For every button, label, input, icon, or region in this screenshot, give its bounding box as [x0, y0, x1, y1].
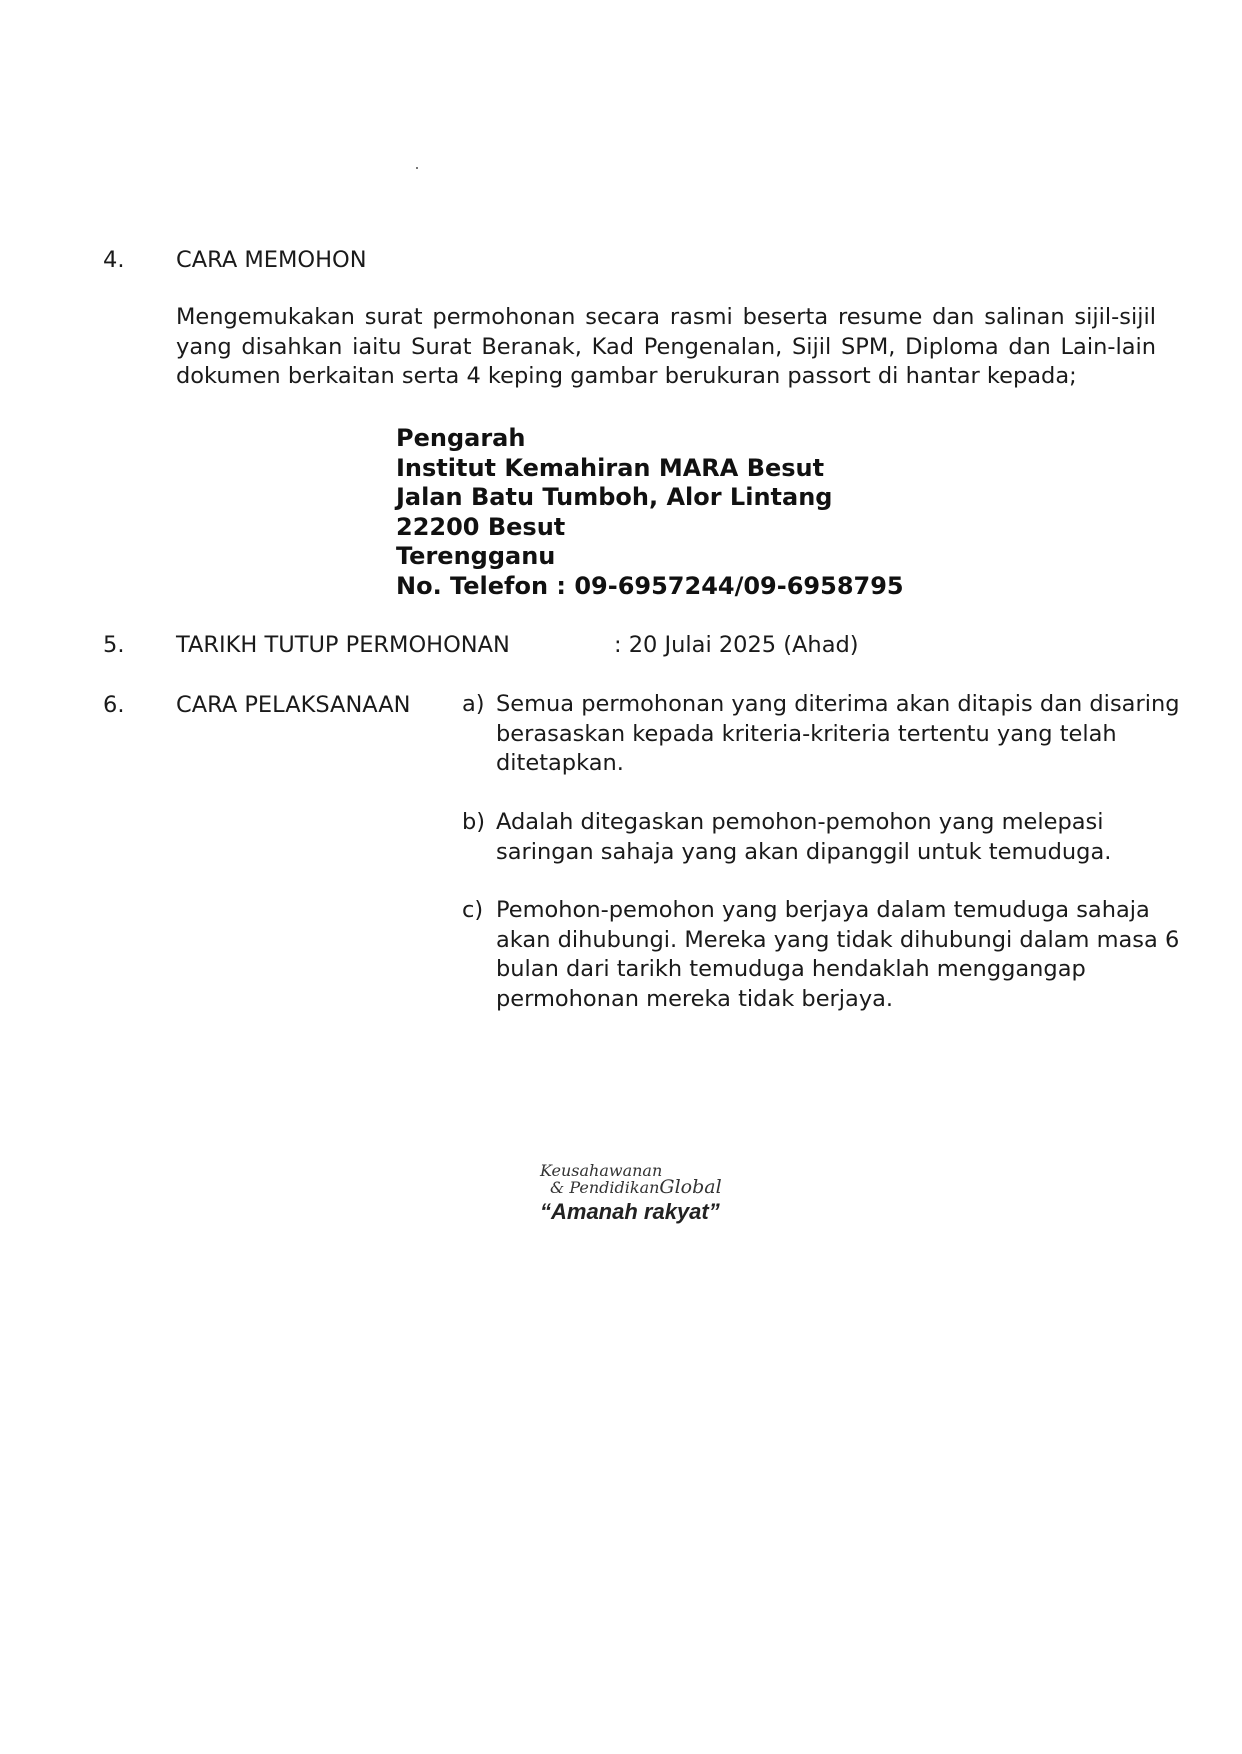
address-line: Pengarah	[396, 424, 526, 452]
motto-main: “Amanah rakyat”	[540, 1199, 720, 1224]
section-5-title: TARIKH TUTUP PERMOHONAN	[176, 632, 510, 658]
scan-speck	[416, 167, 418, 169]
section-4-title: CARA MEMOHON	[176, 247, 367, 273]
procedure-item-b	[462, 808, 1202, 867]
motto	[540, 1162, 780, 1225]
procedure-item-a	[462, 690, 1202, 779]
section-5-number: 5.	[103, 632, 125, 658]
motto-line-1: Keusahawanan	[540, 1161, 663, 1180]
section-6-title: CARA PELAKSANAAN	[176, 692, 411, 718]
section-4-paragraph: Mengemukakan surat permohonan secara rasmi beserta resume dan salinan sijil-sijil yang disahkan iaitu Surat Beranak, Kad Pengenalan, Sijil SPM, Diploma dan Lain-lain dokumen berkaitan serta 4 keping gambar berukuran passort di hantar kepada;	[176, 304, 1156, 389]
item-letter: c)	[462, 897, 484, 923]
closing-date: : 20 Julai 2025 (Ahad)	[614, 632, 859, 658]
recipient-address	[396, 424, 904, 602]
section-4-number: 4.	[103, 247, 125, 273]
address-line: Jalan Batu Tumboh, Alor Lintang	[396, 483, 833, 512]
address-line: Institut Kemahiran MARA Besut	[396, 453, 825, 482]
motto-line-2-suffix: Global	[659, 1176, 722, 1198]
address-phone: No. Telefon : 09-6957244/09-6958795	[396, 571, 904, 600]
item-text: Pemohon-pemohon yang berjaya dalam temuduga sahaja akan dihubungi. Mereka yang tidak dihubungi dalam masa 6 bulan dari tarikh temuduga hendaklah menggangap permohonan mereka tidak berjaya.	[496, 897, 1180, 1012]
address-line: 22200 Besut	[396, 512, 566, 541]
item-text: Adalah ditegaskan pemohon-pemohon yang melepasi saringan sahaja yang akan dipanggil untuk temuduga.	[496, 809, 1112, 865]
item-text: Semua permohonan yang diterima akan ditapis dan disaring berasaskan kepada kriteria-kriteria tertentu yang telah ditetapkan.	[496, 691, 1180, 776]
motto-line-2: & Pendidikan	[550, 1178, 660, 1197]
procedure-item-c	[462, 896, 1202, 1014]
item-letter: a)	[462, 691, 485, 717]
section-6-number: 6.	[103, 692, 125, 718]
address-line: Terengganu	[396, 542, 556, 571]
motto-script	[540, 1162, 780, 1196]
item-letter: b)	[462, 809, 486, 835]
